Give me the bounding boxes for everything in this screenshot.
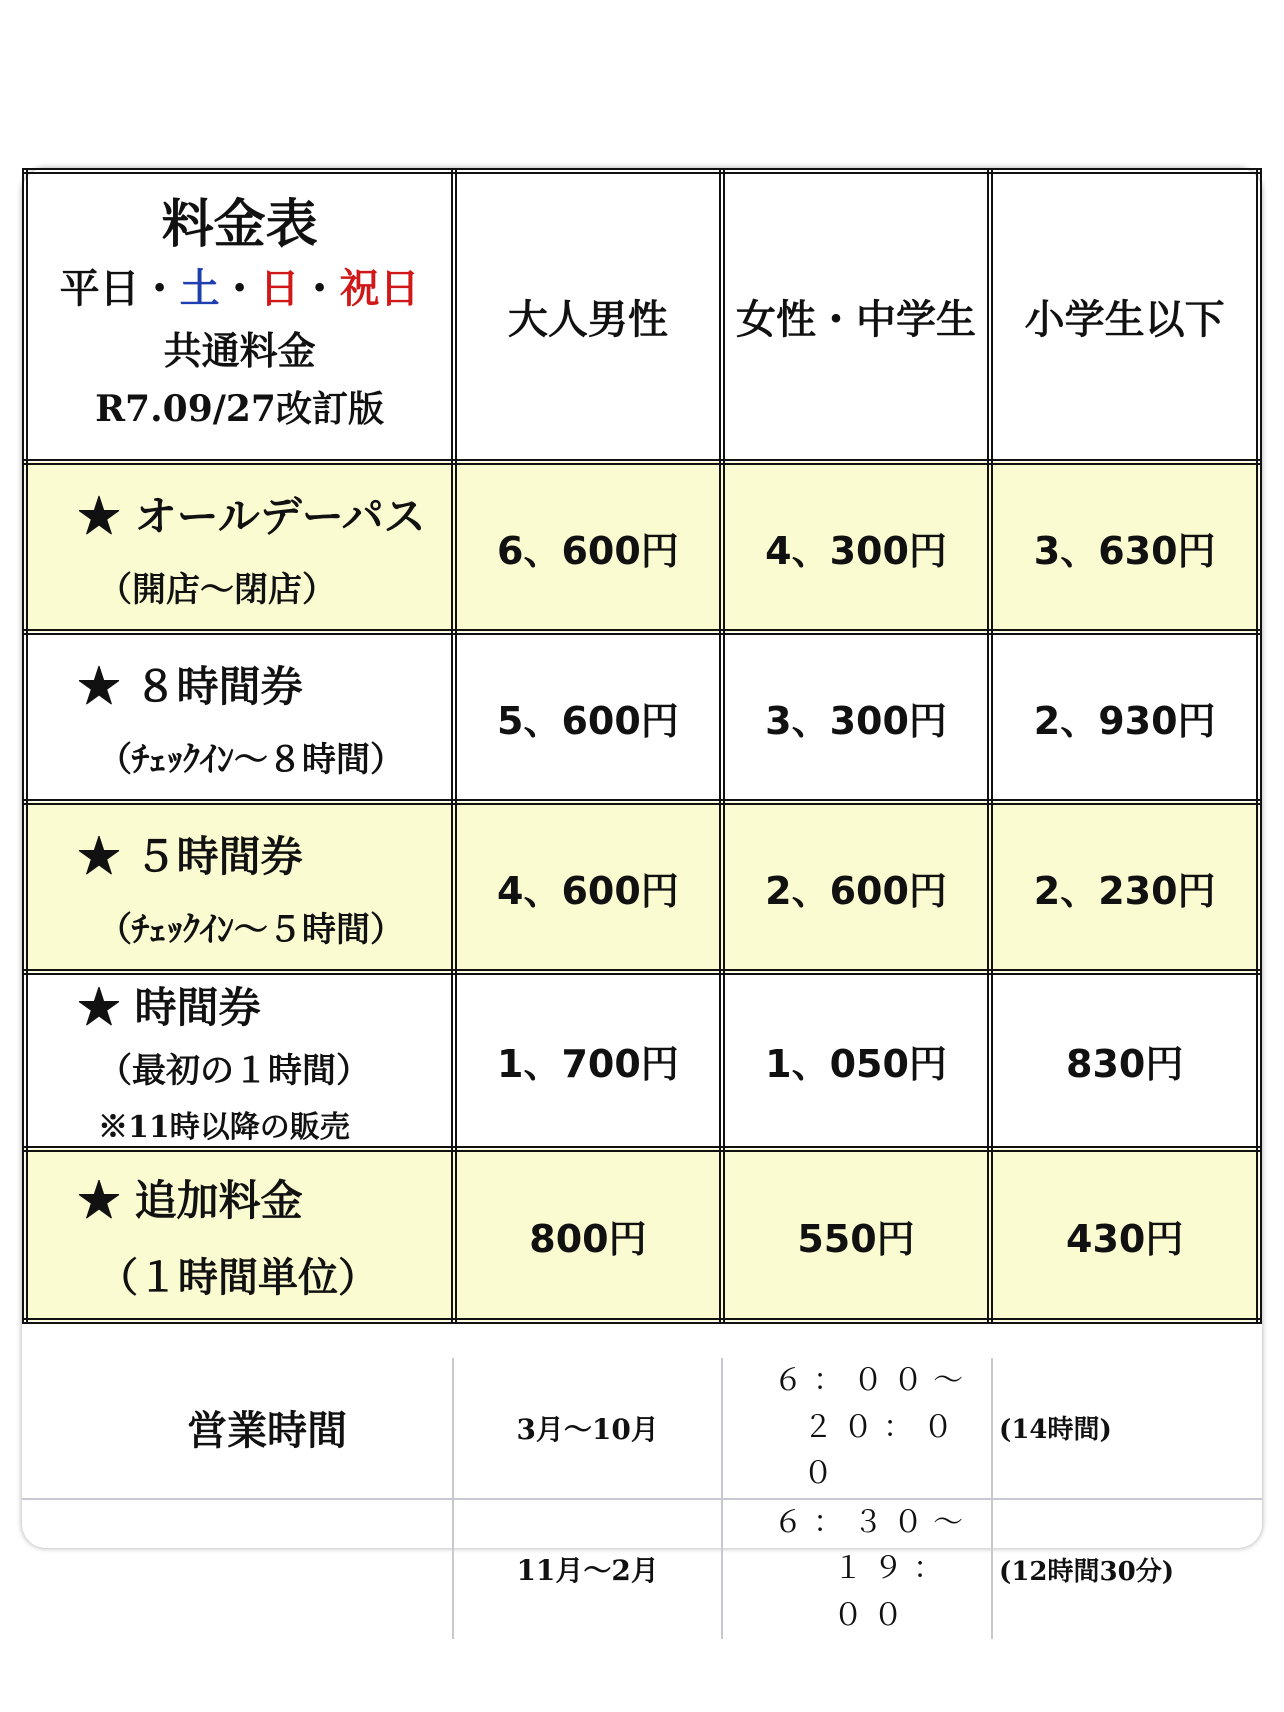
weekday-label: 平日 <box>59 264 140 312</box>
price-cell: 800円 <box>454 1149 722 1321</box>
hours-time <box>722 1499 992 1640</box>
row-label: ★ ５時間券 <box>78 831 303 881</box>
separator: ・ <box>299 264 340 312</box>
saturday-label: 土 <box>179 264 220 312</box>
row-label: ★ ８時間券 <box>78 661 303 711</box>
open-time: ６：００～ <box>773 1363 974 1398</box>
column-header-adult-male: 大人男性 <box>454 171 722 462</box>
price-cell: 6、600円 <box>454 462 722 632</box>
close-time: １９：００ <box>833 1551 954 1633</box>
season-label: 3月～10月 <box>453 1358 722 1499</box>
price-cell: 2、230円 <box>990 802 1259 972</box>
price-cell: 5、600円 <box>454 632 722 802</box>
price-row-5hour <box>25 802 1259 972</box>
price-cell: 2、600円 <box>722 802 991 972</box>
row-label: ★ 時間券 <box>78 983 261 1032</box>
price-cell: 430円 <box>990 1149 1259 1321</box>
holiday-label: 祝日 <box>339 264 420 312</box>
price-cell: 4、600円 <box>454 802 722 972</box>
row-label: ★ 追加料金 <box>78 1175 303 1225</box>
price-cell: 3、300円 <box>722 632 991 802</box>
row-sublabel: （ﾁｪｯｸｲﾝ～８時間） <box>98 739 404 780</box>
price-cell: 2、930円 <box>990 632 1259 802</box>
open-time: ６：３０～ <box>773 1504 974 1540</box>
empty-cell <box>22 1499 453 1640</box>
row-note: ※11時以降の販売 <box>98 1110 350 1145</box>
business-hours-label: 営業時間 <box>22 1358 453 1499</box>
price-row-hourly <box>25 972 1259 1149</box>
row-sublabel: （１時間単位） <box>98 1253 378 1301</box>
row-label-cell <box>25 632 454 802</box>
row-label-cell <box>25 972 454 1149</box>
price-row-allday <box>25 462 1259 632</box>
row-label: ★ オールデーパス <box>78 491 426 541</box>
price-sheet <box>22 168 1262 1633</box>
price-row-8hour <box>25 632 1259 802</box>
days-line <box>28 257 451 321</box>
row-sublabel: （ﾁｪｯｸｲﾝ～５時間） <box>98 909 404 950</box>
separator: ・ <box>139 264 180 312</box>
hours-time <box>722 1358 992 1499</box>
price-cell: 1、700円 <box>454 972 722 1149</box>
season-label: 11月～2月 <box>453 1499 722 1640</box>
title-cell <box>25 171 454 462</box>
close-time: ２０：００ <box>803 1409 964 1491</box>
price-cell: 550円 <box>722 1149 991 1321</box>
separator: ・ <box>219 264 260 312</box>
hours-row-summer <box>22 1358 1262 1499</box>
revision-label: R7.09/27改訂版 <box>95 388 384 431</box>
price-row-extra <box>25 1149 1259 1321</box>
row-label-cell <box>25 802 454 972</box>
column-header-female-junior-high: 女性・中学生 <box>722 171 991 462</box>
row-sublabel: （最初の１時間） <box>98 1051 370 1091</box>
duration-label: (12時間30分) <box>992 1499 1262 1640</box>
price-cell: 3、630円 <box>990 462 1259 632</box>
price-table <box>22 168 1262 1324</box>
price-cell: 830円 <box>990 972 1259 1149</box>
row-label-cell <box>25 462 454 632</box>
common-fee-label: 共通料金 <box>163 327 316 373</box>
row-label-cell <box>25 1149 454 1321</box>
page-title: 料金表 <box>161 194 318 256</box>
header-row <box>25 171 1259 462</box>
price-cell: 4、300円 <box>722 462 991 632</box>
hours-row-winter <box>22 1499 1262 1640</box>
column-header-elementary-under: 小学生以下 <box>990 171 1259 462</box>
row-sublabel: （開店～閉店） <box>98 569 336 610</box>
sunday-label: 日 <box>259 264 300 312</box>
business-hours-table <box>22 1358 1262 1639</box>
price-cell: 1、050円 <box>722 972 991 1149</box>
duration-label: (14時間) <box>992 1358 1262 1499</box>
